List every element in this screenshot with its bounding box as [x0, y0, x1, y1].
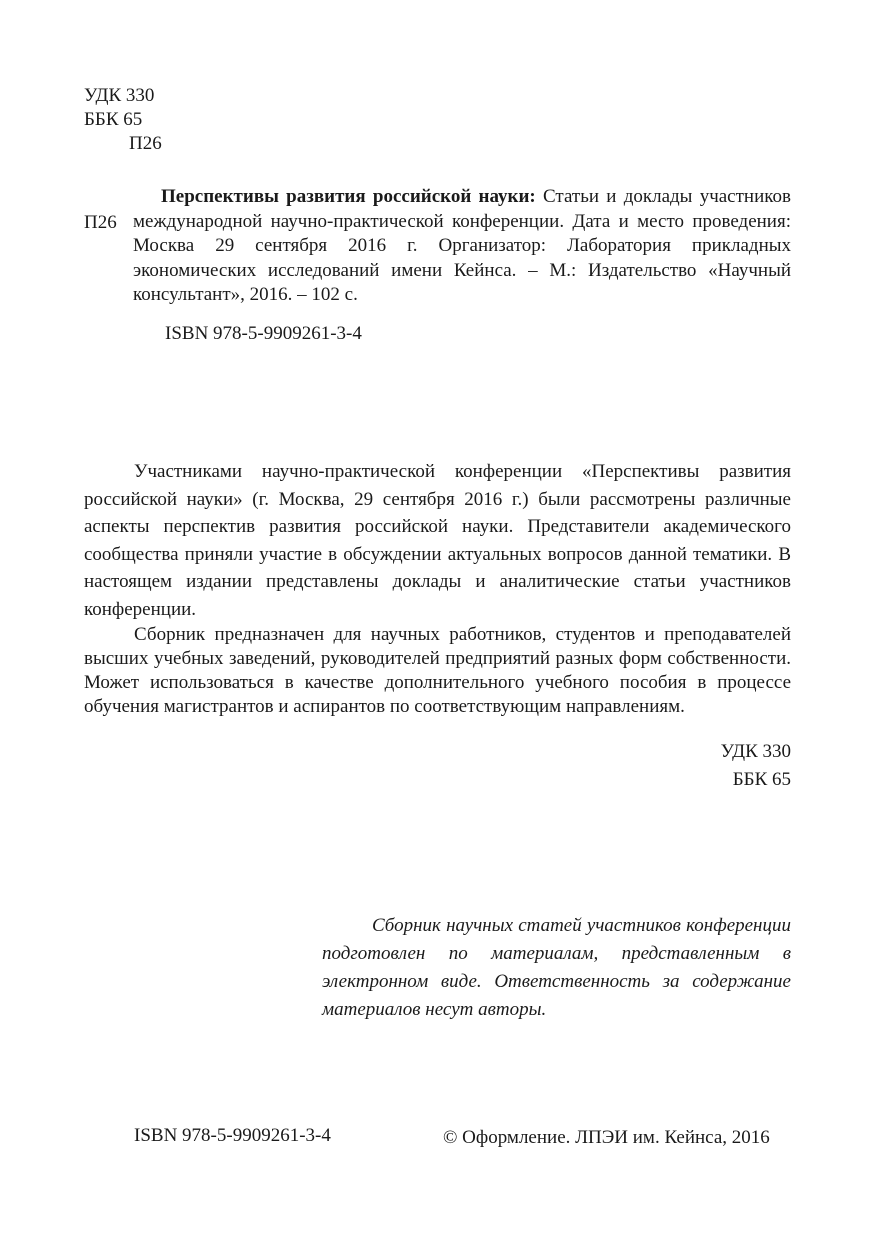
isbn-top: ISBN 978-5-9909261-3-4	[165, 323, 362, 344]
catalog-codes	[84, 84, 284, 156]
annotation-paragraph: Участниками научно-практической конференции «Перспективы развития российской науки» (г. Москва, 29 сентября 2016 г.) были рассмотрены различные аспекты перспектив развития российской науки. Представители академического сообщества приняли участие в обсуждении актуальных вопросов данной тематики. В настоящем издании представлены доклады и аналитические статьи участников конференции.	[84, 461, 791, 620]
copyright: © Оформление. ЛПЭИ им. Кейнса, 2016	[443, 1127, 770, 1148]
book-title: Перспективы развития российской науки:	[161, 186, 536, 207]
annotation-paragraph: Сборник предназначен для научных работников, студентов и преподавателей высших учебных заведений, руководителей предприятий разных форм собственности. Может использоваться в качестве дополнительного учебного пособия в процессе обучения магистрантов и аспирантов по соответствующим направлениям.	[84, 624, 791, 717]
author-sign-side: П26	[84, 212, 117, 233]
codes-right	[600, 738, 791, 794]
book-description: Статьи и доклады участников международной научно-практической конференции. Дата и место проведения: Москва 29 сентября 2016 г. Организатор: Лаборатория прикладных экономических исследований имени Кейнса. – М.: Издательство «Научный консультант», 2016. – 102 с.	[133, 186, 791, 305]
responsibility-note: Сборник научных статей участников конференции подготовлен по материалам, представленным в электронном виде. Ответственность за содержание материалов несут авторы.	[322, 915, 791, 1020]
author-sign: П26	[129, 133, 162, 154]
bbk-code-right: ББК 65	[732, 769, 791, 790]
bbk-code: ББК 65	[84, 109, 143, 130]
udk-code-right: УДК 330	[720, 741, 791, 762]
udk-code: УДК 330	[84, 85, 155, 106]
isbn-bottom: ISBN 978-5-9909261-3-4	[134, 1125, 331, 1146]
bibliographic-description	[133, 185, 791, 308]
annotation	[84, 458, 791, 719]
